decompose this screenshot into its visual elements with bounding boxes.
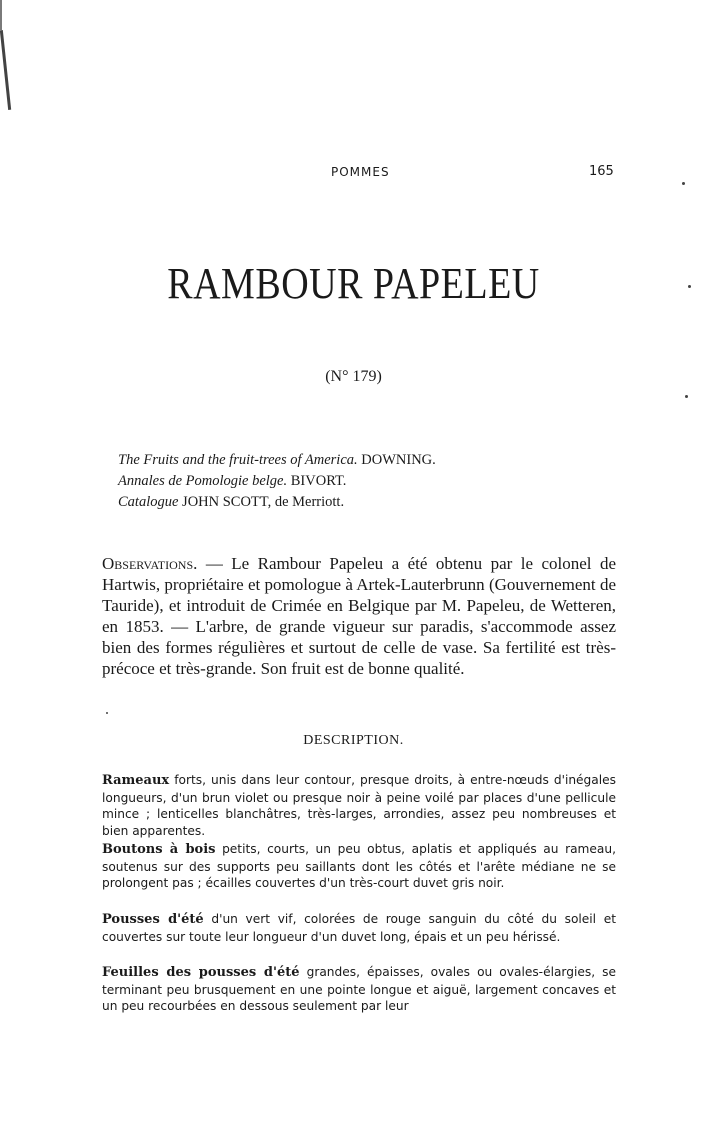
description-text: petits, courts, un peu obtus, aplatis et appliqués au rameau, soutenus sur des supports peu saillants dont les côtés et l'arête médiane ne se prolongent pas ; écailles couvertes d'un très-court duvet gris noir. [102, 842, 616, 890]
scan-speck [685, 395, 688, 398]
reference-line [118, 450, 638, 471]
references [118, 450, 638, 513]
scan-speck [106, 712, 108, 714]
reference-rest: de Merriott. [274, 494, 345, 510]
reference-work: Annales de Pomologie belge. [118, 473, 288, 489]
reference-work: The Fruits and the fruit-trees of America. [118, 452, 358, 468]
observations-text: — Le Rambour Papeleu a été obtenu par le colonel de Hartwis, propriétaire et pomologue à Artek-Lauterbrunn (Gouvernement de Tauride), et introduit de Crimée en Belgique par M. Papeleu, de Wetteren, en 1853. — L'arbre, de grande vigueur sur paradis, s'accommode assez bien des formes régulières et surtout de celle de vase. Sa fertilité est très-précoce et très-grande. Son fruit est de bonne qualité. [102, 554, 616, 678]
description-text: d'un vert vif, colorées de rouge sanguin du côté du soleil et couvertes sur toute leur longueur d'un duvet long, épais et un peu hérissé. [102, 912, 616, 944]
description-term: Feuilles des pousses d'été [102, 965, 300, 980]
page-number: 165 [589, 164, 614, 179]
observations-label: Observations. [102, 554, 198, 573]
description-heading: DESCRIPTION. [303, 733, 404, 748]
description-text: grandes, épaisses, ovales ou ovales-élargies, se terminant peu brusquement en une pointe longue et aiguë, largement concaves et un peu recourbées en dessous seulement par leur [102, 965, 616, 1013]
description-term: Pousses d'été [102, 912, 204, 927]
description-term: Rameaux [102, 773, 170, 788]
description-item [102, 772, 616, 839]
reference-author: DOWNING. [361, 452, 436, 468]
observations-paragraph [102, 553, 616, 679]
reference-line [118, 492, 638, 513]
description-term: Boutons à bois [102, 842, 216, 857]
variety-number: (N° 179) [325, 368, 382, 385]
description-item [102, 964, 616, 1015]
reference-author: BIVORT. [290, 473, 347, 489]
description-item [102, 911, 616, 945]
reference-author: JOHN SCOTT, [182, 494, 272, 510]
scan-edge-mark [0, 0, 2, 30]
running-header: POMMES [331, 165, 390, 179]
scan-edge-mark [0, 30, 11, 110]
description-item [102, 841, 616, 892]
reference-line [118, 471, 638, 492]
page-title: RAMBOUR PAPELEU [167, 259, 540, 309]
reference-work: Catalogue [118, 494, 179, 510]
scan-speck [682, 182, 685, 185]
description-text: forts, unis dans leur contour, presque droits, à entre-nœuds d'inégales longueurs, d'un brun violet ou presque noir à peine voilé par places d'une pellicule mince ; lenticelles blanchâtres, très-larges, arrondies, assez peu nombreuses et bien apparentes. [102, 773, 616, 838]
